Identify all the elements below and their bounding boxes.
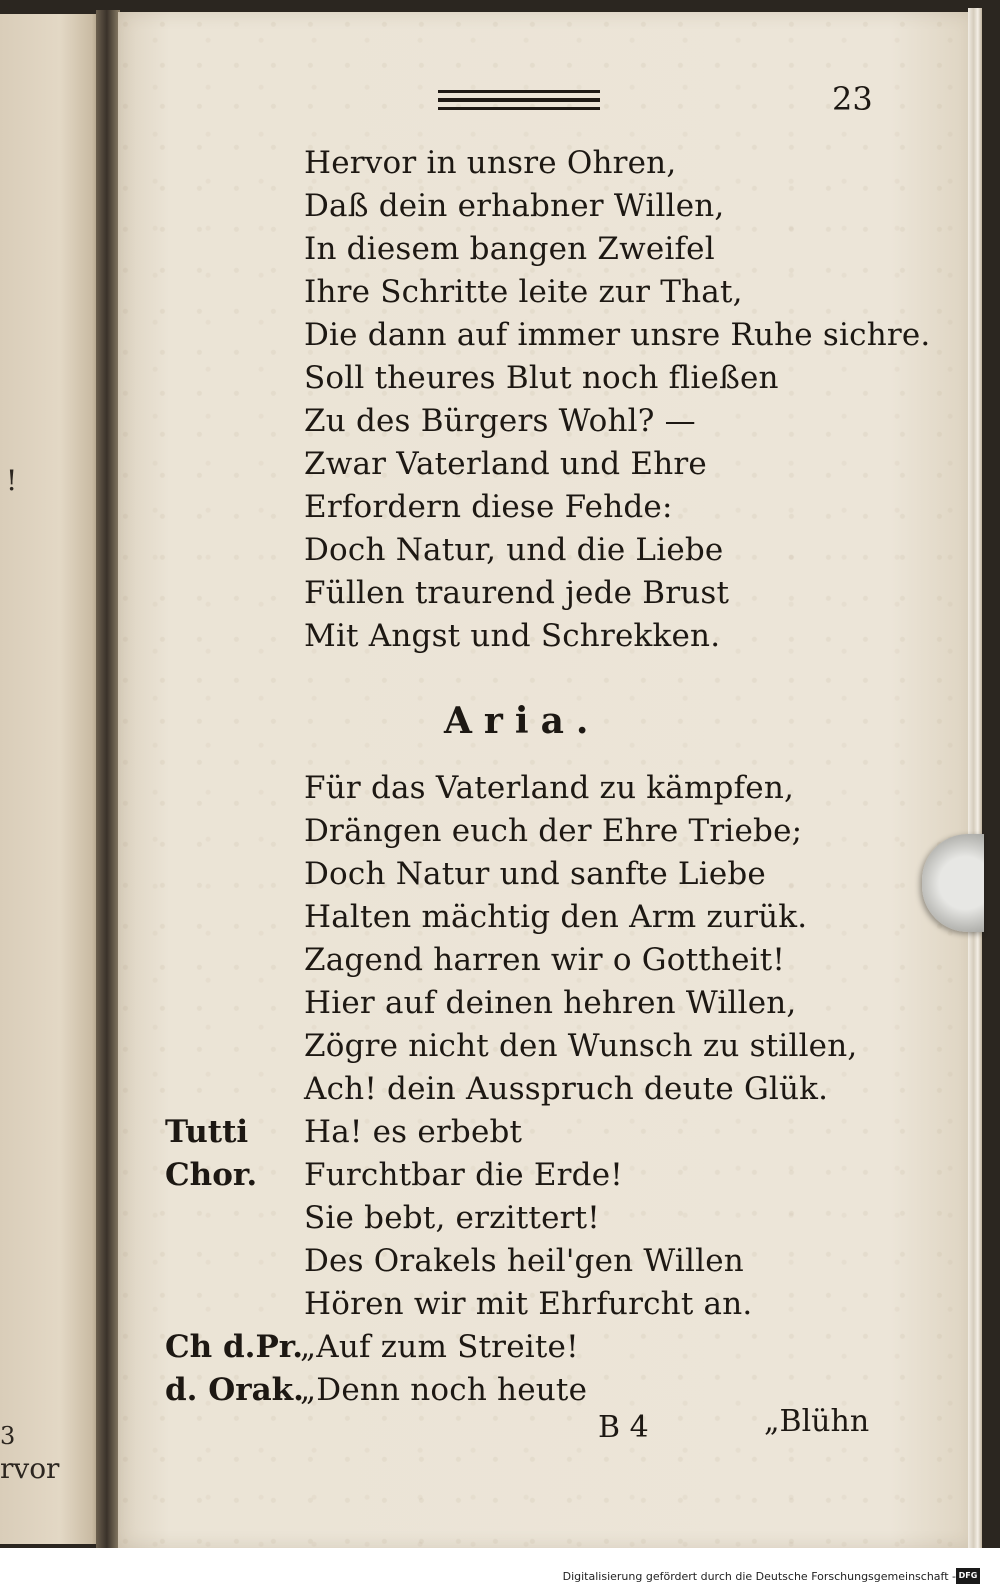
- page-number: 23: [832, 80, 873, 118]
- dialogue-line: „Denn noch heute: [300, 1372, 588, 1408]
- signature-mark: B 4: [598, 1410, 649, 1445]
- verse-line: Füllen traurend jede Brust: [304, 575, 730, 611]
- chorus-line: Furchtbar die Erde!: [304, 1157, 623, 1193]
- aria-heading: Aria.: [444, 700, 601, 742]
- aria-line: Hier auf deinen hehren Willen,: [304, 985, 797, 1021]
- verse-line: Doch Natur, und die Liebe: [304, 532, 724, 568]
- aria-line: Für das Vaterland zu kämpfen,: [304, 770, 795, 806]
- catchword: „Blühn: [764, 1404, 870, 1439]
- left-page-fragment: 3: [0, 1422, 16, 1450]
- speaker-label: Tutti: [165, 1114, 249, 1150]
- speaker-label: Chor.: [165, 1157, 258, 1193]
- aria-line: Drängen euch der Ehre Triebe;: [304, 813, 803, 849]
- aria-line: Ach! dein Ausspruch deute Glük.: [304, 1071, 829, 1107]
- dialogue-line: „Auf zum Streite!: [300, 1329, 579, 1365]
- verse-line: In diesem bangen Zweifel: [304, 231, 715, 267]
- chorus-line: Des Orakels heil'gen Willen: [304, 1243, 744, 1279]
- book-gutter: [96, 10, 120, 1550]
- aria-line: Doch Natur und sanfte Liebe: [304, 856, 766, 892]
- aria-line: Zögre nicht den Wunsch zu stillen,: [304, 1028, 858, 1064]
- credit-text: Digitalisierung gefördert durch die Deutsche Forschungsgemeinschaft -: [562, 1570, 956, 1583]
- header-rule: [438, 90, 600, 110]
- verse-line: Zu des Bürgers Wohl? —: [304, 403, 696, 439]
- verse-line: Zwar Vaterland und Ehre: [304, 446, 707, 482]
- aria-line: Halten mächtig den Arm zurük.: [304, 899, 808, 935]
- chorus-line: Hören wir mit Ehrfurcht an.: [304, 1286, 753, 1322]
- verse-line: Daß dein erhabner Willen,: [304, 188, 725, 224]
- chorus-line: Sie bebt, erzittert!: [304, 1200, 600, 1236]
- left-page-fragment: rvor: [0, 1452, 60, 1485]
- dfg-logo: DFG: [956, 1568, 980, 1584]
- left-page: [0, 14, 100, 1544]
- verse-line: Die dann auf immer unsre Ruhe sichre.: [304, 317, 931, 353]
- verse-line: Ihre Schritte leite zur That,: [304, 274, 743, 310]
- verse-line: Erfordern diese Fehde:: [304, 489, 673, 525]
- speaker-label: d. Orak.: [165, 1372, 304, 1408]
- verse-line: Mit Angst und Schrekken.: [304, 618, 721, 654]
- aria-line: Zagend harren wir o Gottheit!: [304, 942, 786, 978]
- page-edge: [968, 8, 982, 1548]
- chorus-line: Ha! es erbebt: [304, 1114, 523, 1150]
- verse-line: Soll theures Blut noch fließen: [304, 360, 779, 396]
- verse-line: Hervor in unsre Ohren,: [304, 145, 677, 181]
- speaker-label: Ch d.Pr.: [165, 1329, 304, 1365]
- left-page-fragment: !: [6, 464, 18, 497]
